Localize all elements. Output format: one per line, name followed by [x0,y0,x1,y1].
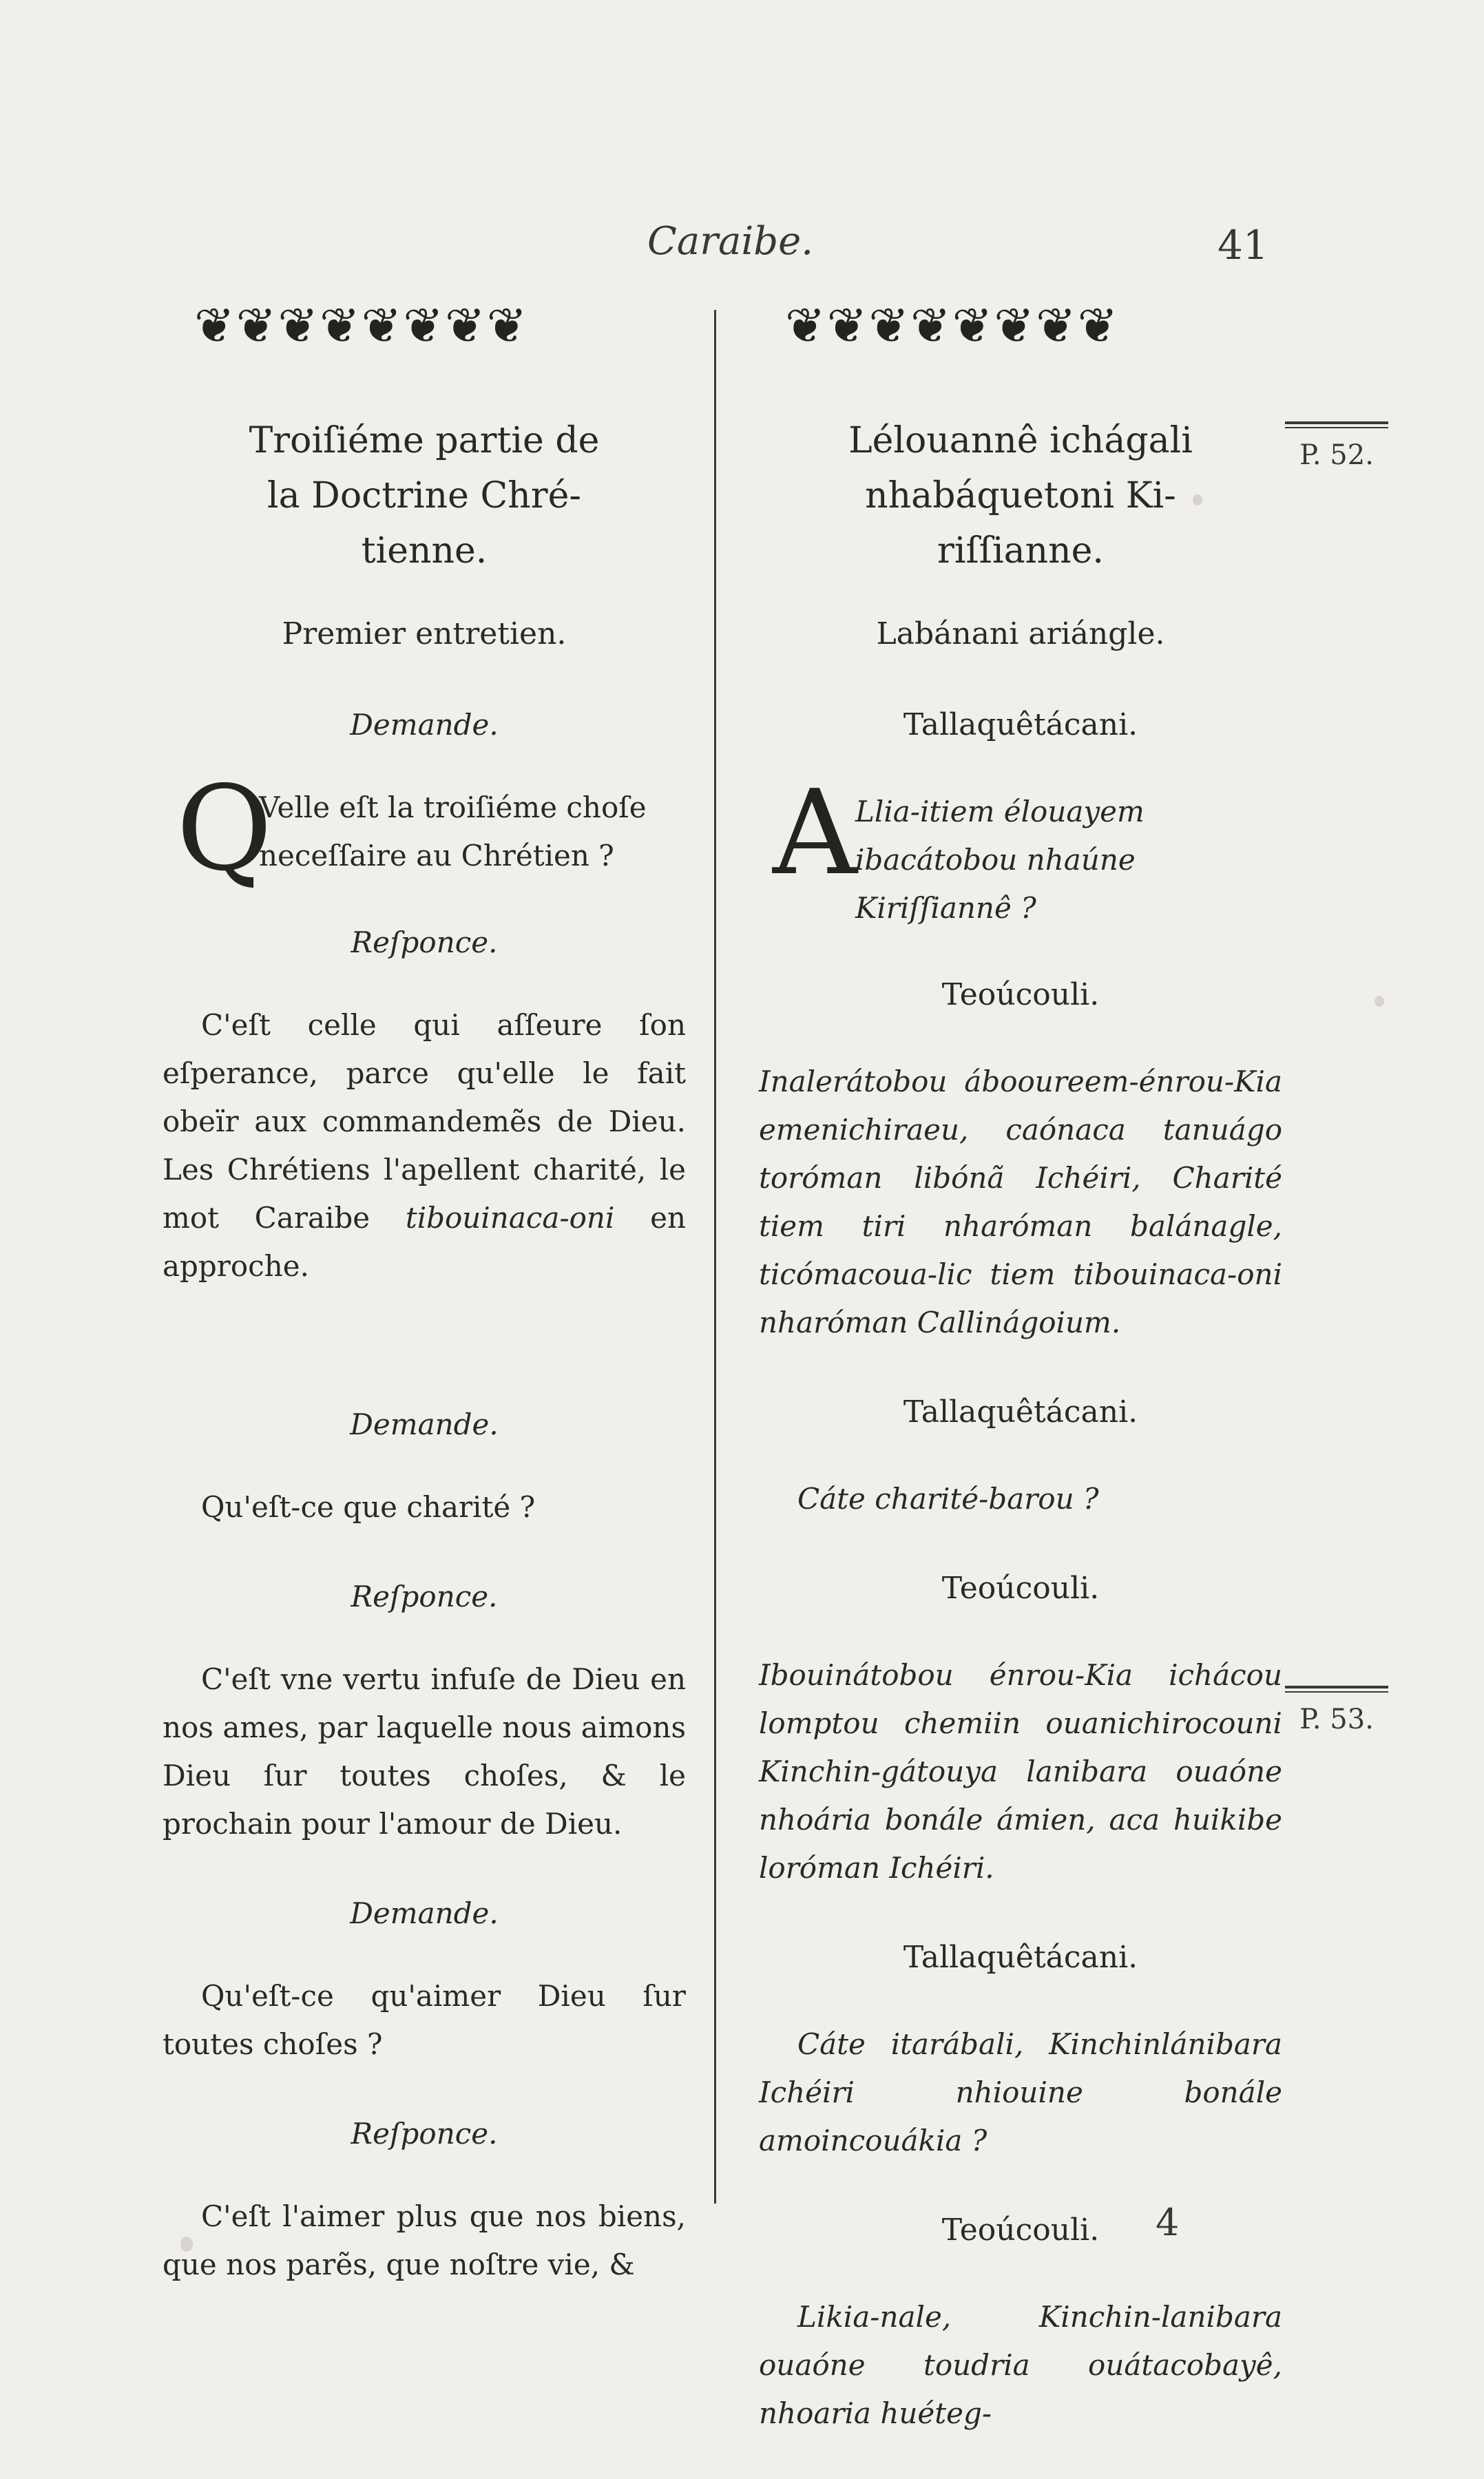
question-1: A Llia-itiem élouayem ibacátobou nhaúne Kiriſſiannê ? [773,765,1145,925]
answer-2: C'eſt vne vertu infuſe de Dieu en nos ames, par laquelle nous aimons Dieu ſur toutes choſes, & le prochain pour l'amour de Dieu. [163,1662,686,1841]
question-3: Qu'eſt-ce qu'aimer Dieu ſur toutes choſes ? [163,1979,686,2061]
fleuron-icon: ❦ [486,297,525,354]
signature-mark: 4 [1156,2201,1180,2244]
question-2: Qu'eſt-ce que charité ? [201,1490,536,1524]
carib-subtitle: Labánani ariángle. [876,616,1165,651]
fleuron-icon: ❦ [952,297,990,354]
answer-label: Reſponce. [351,2117,498,2151]
running-head [0,219,1484,274]
fleuron-icon: ❦ [910,297,948,354]
fleuron-icon: ❦ [444,297,483,354]
fleuron-icon: ❦ [236,297,274,354]
answer-2: Ibouinátobou énrou-Kia ichácou lomptou chemiin ouanichirocouni Kinchin-gátouya lanibara ouaóne nhoária bonále ámien, aca huikibe loróman Ichéiri. [759,1658,1282,1885]
fleuron-icon: ❦ [278,297,315,354]
answer-label: Teoúcouli. [941,977,1100,1012]
page-number: 41 [1217,222,1268,269]
answer-label: Reſponce. [351,925,498,959]
question-label: Tallaquêtácani. [903,1940,1138,1975]
answer-label: Reſponce. [351,1580,498,1613]
fleuron-icon: ❦ [319,297,357,354]
answer-3: Likia-nale, Kinchin-lanibara ouaóne toudria ouátacobayê, nhoaria huéteg- [759,2300,1282,2430]
question-3: Cáte itarábali, Kinchinlánibara Ichéiri nhiouine bonále amoincouákia ? [759,2027,1282,2157]
ornament-right [785,297,1116,354]
fleuron-icon: ❦ [194,297,232,354]
fleuron-icon: ❦ [785,297,823,354]
running-title: Caraibe. [647,219,814,264]
answer-3: C'eſt l'aimer plus que nos biens, que nos parẽs, que noſtre vie, & [163,2199,686,2281]
french-subtitle: Premier entretien. [282,616,567,651]
fleuron-icon: ❦ [868,297,906,354]
question-label: Demande. [350,708,499,742]
ornament-left [194,297,525,354]
carib-column [759,413,1282,2479]
column-divider [714,310,716,2204]
ink-speck [180,2237,193,2252]
carib-title: Lélouannê ichágali nhabáquetoni Ki- riſſianne. [848,420,1193,572]
answer-label: Teoúcouli. [941,1571,1100,1606]
fleuron-icon: ❦ [403,297,441,354]
question-label: Tallaquêtácani. [903,707,1138,742]
dropcap: Q [176,761,273,897]
question-label: Demande. [350,1896,499,1930]
french-column [163,413,686,2330]
question-1: Q Velle eſt la troiſiéme choſe neceſſaire au Chrétien ? [176,761,647,897]
fleuron-icon: ❦ [1077,297,1116,354]
answer-1: C'eſt celle qui aſſeure ſon eſperance, parce qu'elle le fait obeïr aux commandemẽs de Dieu. Les Chrétiens l'apellent charité, le mot Caraibe tibouinaca-oni en approche. [163,1008,686,1283]
question-label: Tallaquêtácani. [903,1394,1138,1430]
fleuron-icon: ❦ [826,297,865,354]
margin-note: P. 52. [1285,421,1388,471]
question-2: Cáte charité-barou ? [797,1482,1099,1516]
answer-1: Inalerátobou ábooureem-énrou-Kia emenichiraeu, caónaca tanuágo toróman libónã Ichéiri, Charité tiem tiri nharóman balánagle, ticómacoua-lic tiem tibouinaca-oni nharóman Callinágoium. [759,1065,1282,1339]
ink-speck [1193,494,1202,505]
fleuron-icon: ❦ [1035,297,1074,354]
question-label: Demande. [350,1408,499,1441]
fleuron-icon: ❦ [994,297,1032,354]
answer-label: Teoúcouli. [941,2213,1100,2248]
french-title: Troiſiéme partie de la Doctrine Chré- tienne. [249,420,600,572]
dropcap: A [773,765,857,901]
margin-note: P. 53. [1285,1686,1388,1735]
fleuron-icon: ❦ [361,297,399,354]
ink-speck [1375,996,1384,1007]
